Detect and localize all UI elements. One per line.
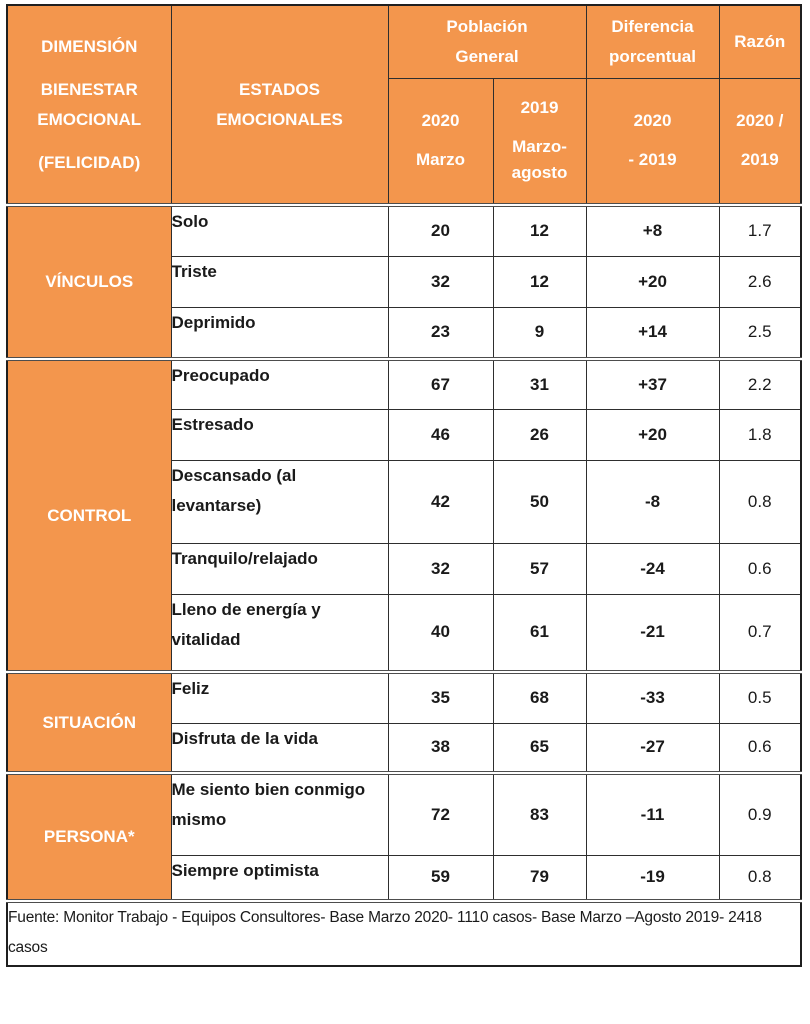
value-razon: 0.5 (719, 672, 801, 723)
value-diff: -24 (586, 543, 719, 594)
header-dimension-line: EMOCIONAL (37, 109, 142, 129)
value-2020: 35 (388, 672, 493, 723)
header-dimension (7, 5, 171, 205)
source-note: Fuente: Monitor Trabajo - Equipos Consultores- Base Marzo 2020- 1110 casos- Base Marzo –Agosto 2019- 2418 casos (7, 901, 801, 966)
value-2019: 12 (493, 205, 586, 256)
value-diff: +14 (586, 307, 719, 359)
header-dimension-line: (FELICIDAD) (38, 152, 141, 172)
subheader-line: 2019 (520, 98, 559, 118)
header-dimension-line: BIENESTAR (40, 79, 138, 99)
value-2020: 46 (388, 409, 493, 460)
value-2019: 26 (493, 409, 586, 460)
value-diff: +20 (586, 256, 719, 307)
value-razon: 0.7 (719, 594, 801, 672)
subheader-razon-2020-2019 (719, 78, 801, 205)
value-razon: 1.7 (719, 205, 801, 256)
group-cell-situacion: SITUACIÓN (7, 672, 171, 773)
estado-cell: Feliz (171, 672, 388, 723)
header-estados-line: ESTADOS (239, 79, 320, 99)
value-2019: 65 (493, 723, 586, 773)
value-2020: 32 (388, 543, 493, 594)
value-razon: 2.6 (719, 256, 801, 307)
subheader-line: 2020 / (736, 111, 784, 131)
value-2020: 20 (388, 205, 493, 256)
value-2019: 9 (493, 307, 586, 359)
estado-cell: Tranquilo/relajado (171, 543, 388, 594)
value-razon: 0.6 (719, 723, 801, 773)
value-2020: 59 (388, 855, 493, 901)
subheader-line: 2019 (740, 150, 779, 170)
header-diferencia (586, 5, 719, 78)
value-2019: 50 (493, 460, 586, 543)
header-poblacion-line: Población (446, 16, 528, 36)
value-diff: -33 (586, 672, 719, 723)
value-2019: 12 (493, 256, 586, 307)
group-cell-control: CONTROL (7, 359, 171, 672)
header-poblacion-line: General (455, 46, 519, 66)
estado-cell: Preocupado (171, 359, 388, 409)
value-razon: 0.6 (719, 543, 801, 594)
value-2020: 67 (388, 359, 493, 409)
value-2020: 32 (388, 256, 493, 307)
group-cell-vinculos: VÍNCULOS (7, 205, 171, 359)
value-razon: 0.8 (719, 855, 801, 901)
value-diff: +37 (586, 359, 719, 409)
subheader-line: - 2019 (628, 150, 677, 170)
estado-cell: Me siento bien conmigo mismo (171, 773, 388, 855)
estado-cell: Solo (171, 205, 388, 256)
estado-cell: Triste (171, 256, 388, 307)
subheader-line: Marzo- (512, 137, 567, 157)
value-2019: 68 (493, 672, 586, 723)
table-row (7, 773, 801, 855)
estado-cell: Estresado (171, 409, 388, 460)
value-razon: 2.5 (719, 307, 801, 359)
value-2020: 40 (388, 594, 493, 672)
value-2020: 72 (388, 773, 493, 855)
value-2019: 79 (493, 855, 586, 901)
value-2019: 83 (493, 773, 586, 855)
estado-cell: Deprimido (171, 307, 388, 359)
value-diff: +8 (586, 205, 719, 256)
value-2020: 23 (388, 307, 493, 359)
value-razon: 1.8 (719, 409, 801, 460)
value-diff: +20 (586, 409, 719, 460)
value-diff: -27 (586, 723, 719, 773)
header-row-top (7, 5, 801, 78)
value-2020: 38 (388, 723, 493, 773)
footer-row (7, 901, 801, 966)
value-2019: 31 (493, 359, 586, 409)
estado-cell: Siempre optimista (171, 855, 388, 901)
subheader-line: Marzo (415, 150, 466, 170)
table-row (7, 205, 801, 256)
estado-cell: Disfruta de la vida (171, 723, 388, 773)
subheader-2019-marzo-agosto (493, 78, 586, 205)
subheader-line: 2020 (633, 111, 672, 131)
header-diferencia-line: porcentual (609, 46, 696, 66)
value-diff: -8 (586, 460, 719, 543)
value-2020: 42 (388, 460, 493, 543)
value-2019: 57 (493, 543, 586, 594)
value-razon: 0.8 (719, 460, 801, 543)
subheader-line: 2020 (421, 111, 460, 131)
header-razon (719, 5, 801, 78)
table-row (7, 672, 801, 723)
subheader-2020-marzo (388, 78, 493, 205)
header-estados-line: EMOCIONALES (216, 109, 343, 129)
header-estados (171, 5, 388, 205)
wellbeing-table (6, 4, 802, 967)
table-row (7, 359, 801, 409)
group-cell-persona: PERSONA* (7, 773, 171, 901)
estado-cell: Descansado (al levantarse) (171, 460, 388, 543)
value-razon: 2.2 (719, 359, 801, 409)
value-diff: -11 (586, 773, 719, 855)
value-diff: -19 (586, 855, 719, 901)
header-dimension-line: DIMENSIÓN (41, 36, 138, 56)
subheader-diff-2020-2019 (586, 78, 719, 205)
header-diferencia-line: Diferencia (611, 16, 694, 36)
value-2019: 61 (493, 594, 586, 672)
header-razon-line: Razón (734, 31, 786, 51)
header-poblacion-general (388, 5, 586, 78)
value-diff: -21 (586, 594, 719, 672)
value-razon: 0.9 (719, 773, 801, 855)
estado-cell: Lleno de energía y vitalidad (171, 594, 388, 672)
subheader-line: agosto (511, 163, 568, 183)
